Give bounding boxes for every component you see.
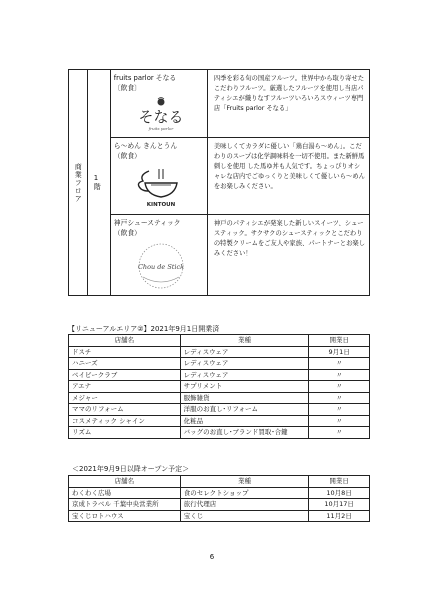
- cell-shop: わくわく広場: [69, 487, 181, 499]
- cell-industry: サプリメント: [180, 381, 309, 393]
- shop-name-cell: [110, 138, 207, 215]
- floor-cell: [69, 70, 88, 296]
- page-number: 6: [209, 553, 215, 561]
- cell-shop: リズム: [69, 427, 181, 439]
- cell-date: 〃: [309, 358, 370, 370]
- cell-industry: 宝くじ: [180, 510, 308, 522]
- column-header: 業種: [180, 335, 309, 347]
- sonaru-logo: [129, 96, 193, 132]
- cell-industry: レディスウェア: [180, 346, 309, 358]
- shop-category: （飲食）: [113, 152, 141, 160]
- shop-description: 美味しくてカラダに優しい「鶏白湯ら～めん」。こだわりのスープは化学調味料を一切不使用。また新鮮馬刺しを使用 した馬ゆ丼も人気です。ちょっぴりオシャレな店内でごゆっくりと美味しくて優しいら～めんをお楽しみください。: [207, 138, 369, 215]
- logo-text: Chou de Stick: [137, 263, 184, 271]
- kintoun-logo: [129, 165, 193, 208]
- shop-row: [69, 215, 370, 296]
- shop-category: 〔飲食〕: [113, 84, 141, 92]
- cell-industry: 食のセレクトショップ: [180, 487, 308, 499]
- cell-date: 〃: [309, 415, 370, 427]
- shop-name: 神戸シュースティック: [113, 219, 181, 227]
- level-label: 1階: [93, 173, 101, 191]
- table-row: [69, 415, 370, 427]
- cell-date: 〃: [309, 392, 370, 404]
- cell-industry: レディスウェア: [180, 369, 309, 381]
- column-header: 店舗名: [69, 335, 181, 347]
- cell-industry: 服飾雑貨: [180, 392, 309, 404]
- cell-date: 〃: [309, 381, 370, 393]
- cell-industry: バッグのお直し･ブランド買取･合鍵: [180, 427, 309, 439]
- shop-name-cell: [110, 70, 207, 138]
- cell-shop: メジャー: [69, 392, 181, 404]
- shop-name: fruits parlor そなる: [113, 74, 177, 82]
- column-header: 開業日: [309, 335, 370, 347]
- table-row: [69, 487, 370, 499]
- logo-text: そなる: [138, 108, 184, 126]
- cell-industry: 化粧品: [180, 415, 309, 427]
- table-row: [69, 510, 370, 522]
- table-header-row: [69, 476, 370, 488]
- floor-label: 商業フロア: [74, 162, 83, 203]
- level-cell: [88, 70, 110, 296]
- sonaru-logo-icon: [129, 96, 193, 134]
- cell-shop: ベイビークラブ: [69, 369, 181, 381]
- cell-date: 10月8日: [309, 487, 370, 499]
- cell-shop: コスメティック シャイン: [69, 415, 181, 427]
- ramen-bowl-icon: [129, 165, 193, 209]
- table-row: [69, 404, 370, 416]
- column-header: 業種: [180, 476, 308, 488]
- cell-date: 11月2日: [309, 510, 370, 522]
- table-row: [69, 499, 370, 511]
- table-row: [69, 369, 370, 381]
- cell-industry: 旅行代理店: [180, 499, 308, 511]
- renewal-heading: 【リニューアルエリア②】2021年9月1日開業済: [68, 325, 220, 333]
- shop-table: [68, 69, 370, 296]
- cell-date: 〃: [309, 369, 370, 381]
- cell-industry: レディスウェア: [180, 358, 309, 370]
- upcoming-table: [68, 475, 370, 522]
- cell-date: 9月1日: [309, 346, 370, 358]
- cell-shop: アエナ: [69, 381, 181, 393]
- table-row: [69, 381, 370, 393]
- cell-date: 〃: [309, 404, 370, 416]
- table-row: [69, 346, 370, 358]
- cell-shop: ドスチ: [69, 346, 181, 358]
- cell-date: 10月17日: [309, 499, 370, 511]
- table-row: [69, 392, 370, 404]
- cell-shop: 京成トラベル 千葉中央営業所: [69, 499, 181, 511]
- column-header: 開業日: [309, 476, 370, 488]
- cell-shop: 宝くじロトハウス: [69, 510, 181, 522]
- shop-name: ら～めん きんとうん: [113, 142, 178, 150]
- logo-text: KINTOUN: [146, 202, 175, 208]
- shop-description: 四季を彩る旬の国産フルーツ。世界中から取り寄せたこだわりフルーツ。厳選したフルーツを使用し当店パティシエが織りなすフルーツいろいろスウィーツ専門店「Fruits parlor そなる」: [207, 70, 369, 138]
- logo-sub: fruits parlor: [148, 126, 174, 131]
- shop-description: 神戸のパティシエが発案した新しいスイーツ、シュースティック。サクサクのシュースティックとこだわりの特製クリームをご友人や家族、パートナーとお楽しみください！: [207, 215, 369, 296]
- cell-shop: ママのリフォーム: [69, 404, 181, 416]
- chou-de-stick-logo: [133, 241, 189, 291]
- column-header: 店舗名: [69, 476, 181, 488]
- table-row: [69, 358, 370, 370]
- cell-shop: ハニーズ: [69, 358, 181, 370]
- chou-de-stick-logo-icon: [133, 241, 189, 291]
- shop-category: （飲食）: [113, 229, 141, 237]
- cell-date: 〃: [309, 427, 370, 439]
- cell-industry: 洋服のお直し･リフォーム: [180, 404, 309, 416]
- table-row: [69, 427, 370, 439]
- renewal-table: [68, 334, 370, 439]
- shop-row: [69, 138, 370, 215]
- shop-name-cell: [110, 215, 207, 296]
- upcoming-heading: ＜2021年9月9日以降オープン予定＞: [72, 465, 190, 473]
- table-header-row: [69, 335, 370, 347]
- shop-row: [69, 70, 370, 138]
